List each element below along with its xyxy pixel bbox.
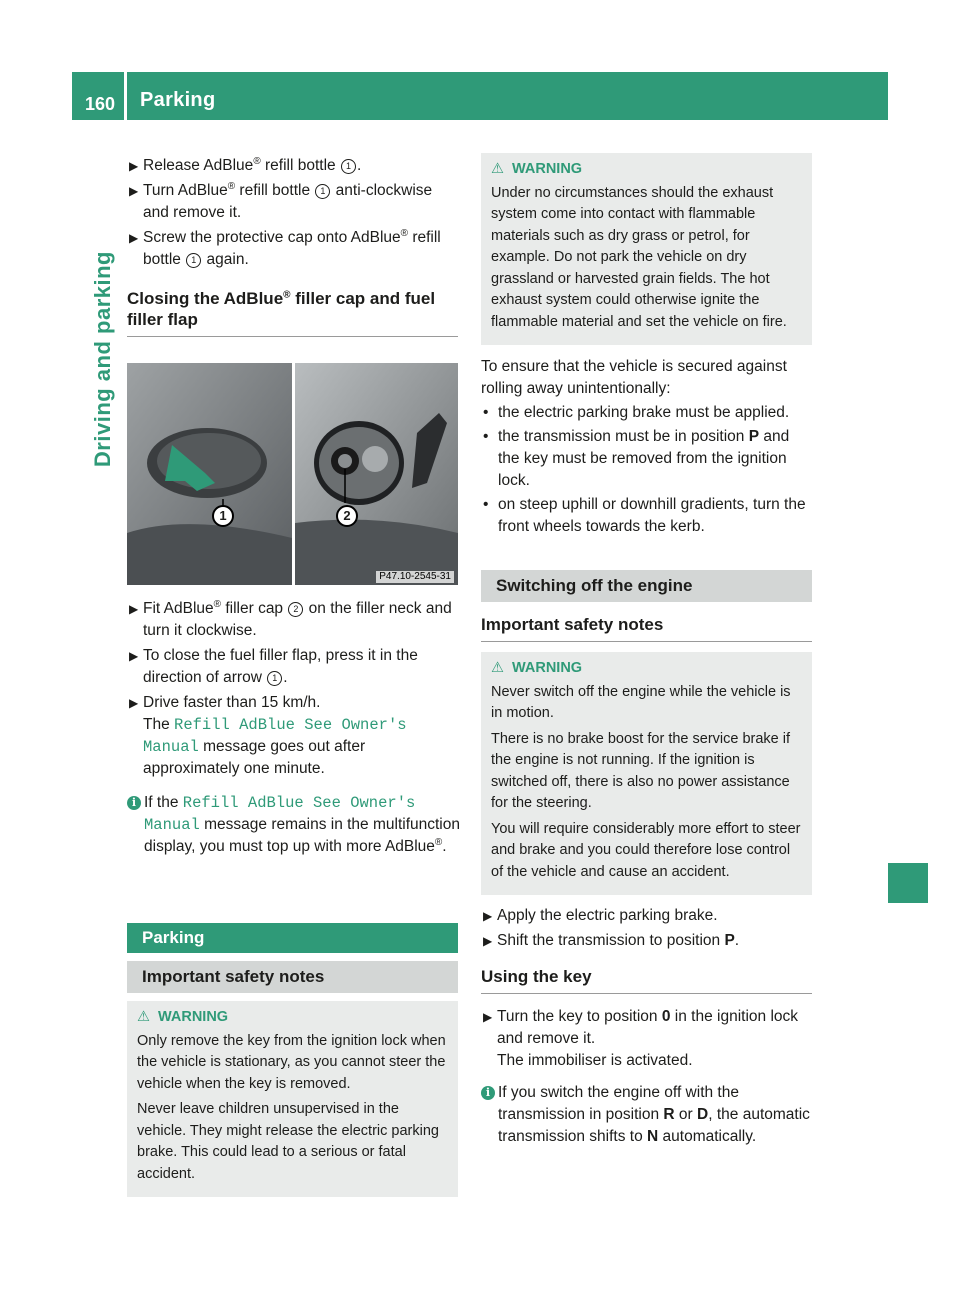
rolling-intro: To ensure that the vehicle is secured against rolling away unintentionally: [481, 358, 787, 397]
info-note-automatic: i If you switch the engine off with the transmission in position R or D, the automatic transmission shifts to N automatically. [481, 1082, 812, 1148]
chapter-tab [888, 863, 928, 903]
left-column [127, 155, 460, 337]
heading-using-key: Using the key [481, 966, 812, 994]
step-turn-bottle: ▶ Turn AdBlue® refill bottle 1 anti-clockwise and remove it. [129, 180, 433, 221]
step-turn-key: ▶ Turn the key to position 0 in the ignition lock and remove it. The immobiliser is activated. [483, 1008, 799, 1069]
callout-1-label: 1 [219, 508, 227, 523]
step-arrow-icon: ▶ [483, 1010, 493, 1024]
step-arrow-icon: ▶ [483, 934, 493, 948]
figure-code: P47.10-2545-31 [376, 571, 454, 583]
step-arrow-icon: ▶ [129, 159, 139, 173]
warning-engine-motion: ⚠ WARNING Never switch off the engine while the vehicle is in motion. There is no brake boost for the service brake if the engine is not running. If the ignition is switched off, there is also no power assistance for the steering. You will require considerably more effort to steer and brake and you could therefore lose control of the vehicle and cause an accident. [481, 652, 812, 895]
callout-2-label: 2 [343, 508, 351, 523]
warning-triangle-icon: ⚠ [137, 1009, 150, 1025]
step-close-flap: ▶ To close the fuel filler flap, press it in the direction of arrow 1 . [129, 647, 418, 686]
warning-key-removal: ⚠ WARNING Only remove the key from the ignition lock when the vehicle is stationary, as you cannot steer the vehicle when the key is removed. Never leave children unsupervised in the vehicle. They might release the electric parking brake. This could lead to a serious or fatal accident. [127, 1001, 458, 1197]
step-arrow-icon: ▶ [129, 184, 139, 198]
heading-closing-filler: Closing the AdBlue® filler cap and fuel filler flap [127, 288, 458, 337]
parking-section [127, 923, 458, 1197]
info-icon: i [481, 1086, 495, 1100]
chapter-label: Driving and parking [90, 251, 115, 468]
callout-1-icon: 1 [186, 253, 201, 268]
step-arrow-icon: ▶ [483, 909, 493, 923]
bullet-icon: • [483, 404, 489, 421]
bullet-icon: • [483, 428, 489, 445]
step-release-bottle: ▶ Release AdBlue® refill bottle 1 . [127, 155, 460, 177]
page-number: 160 [85, 94, 116, 114]
info-icon: i [127, 796, 141, 810]
right-column [481, 153, 812, 1148]
bullet-transmission: • the transmission must be in position P and the key must be removed from the ignition lock. [483, 428, 790, 489]
step-arrow-icon: ▶ [129, 696, 139, 710]
bullet-icon: • [483, 496, 489, 513]
left-column-lower [127, 598, 460, 858]
step-screw-cap: ▶ Screw the protective cap onto AdBlue® refill bottle 1 again. [129, 227, 441, 268]
callout-1-icon: 1 [341, 159, 356, 174]
warning-exhaust: ⚠ WARNING Under no circumstances should the exhaust system come into contact with flammable materials such as dry grass or petrol, for example. Do not park the vehicle on dry grassland or harvested grain fields. The hot exhaust system could otherwise ignite the flammable material and set the vehicle on fire. [481, 153, 812, 345]
switching-off-banner: Switching off the engine [481, 570, 812, 602]
parking-banner: Parking [127, 923, 458, 953]
bullet-gradients: • on steep uphill or downhill gradients, turn the front wheels towards the kerb. [483, 496, 806, 535]
info-note-refill: i If the Refill AdBlue See Owner's Manual message remains in the multifunction display, you must top up with more AdBlue®. [127, 792, 460, 858]
callout-1-icon: 1 [315, 184, 330, 199]
step-apply-brake: ▶ Apply the electric parking brake. [481, 905, 812, 927]
step-arrow-icon: ▶ [129, 231, 139, 245]
safety-notes-banner: Important safety notes [127, 961, 458, 993]
filler-flap-photo [127, 363, 458, 585]
step-shift-park: ▶ Shift the transmission to position P. [481, 930, 812, 952]
callout-1-icon: 1 [267, 671, 282, 686]
warning-triangle-icon: ⚠ [491, 660, 504, 676]
header-separator [124, 72, 127, 120]
step-arrow-icon: ▶ [129, 649, 139, 663]
warning-triangle-icon: ⚠ [491, 161, 504, 177]
step-fit-cap: ▶ Fit AdBlue® filler cap 2 on the filler neck and turn it clockwise. [129, 598, 452, 639]
heading-important-safety: Important safety notes [481, 614, 812, 642]
step-arrow-icon: ▶ [129, 602, 139, 616]
bullet-parking-brake: • the electric parking brake must be applied. [481, 402, 812, 424]
section-title: Parking [140, 89, 216, 111]
step-drive-faster: ▶ Drive faster than 15 km/h. The Refill AdBlue See Owner's Manual message goes out after approximately one minute. [129, 694, 407, 777]
callout-2-icon: 2 [288, 602, 303, 617]
